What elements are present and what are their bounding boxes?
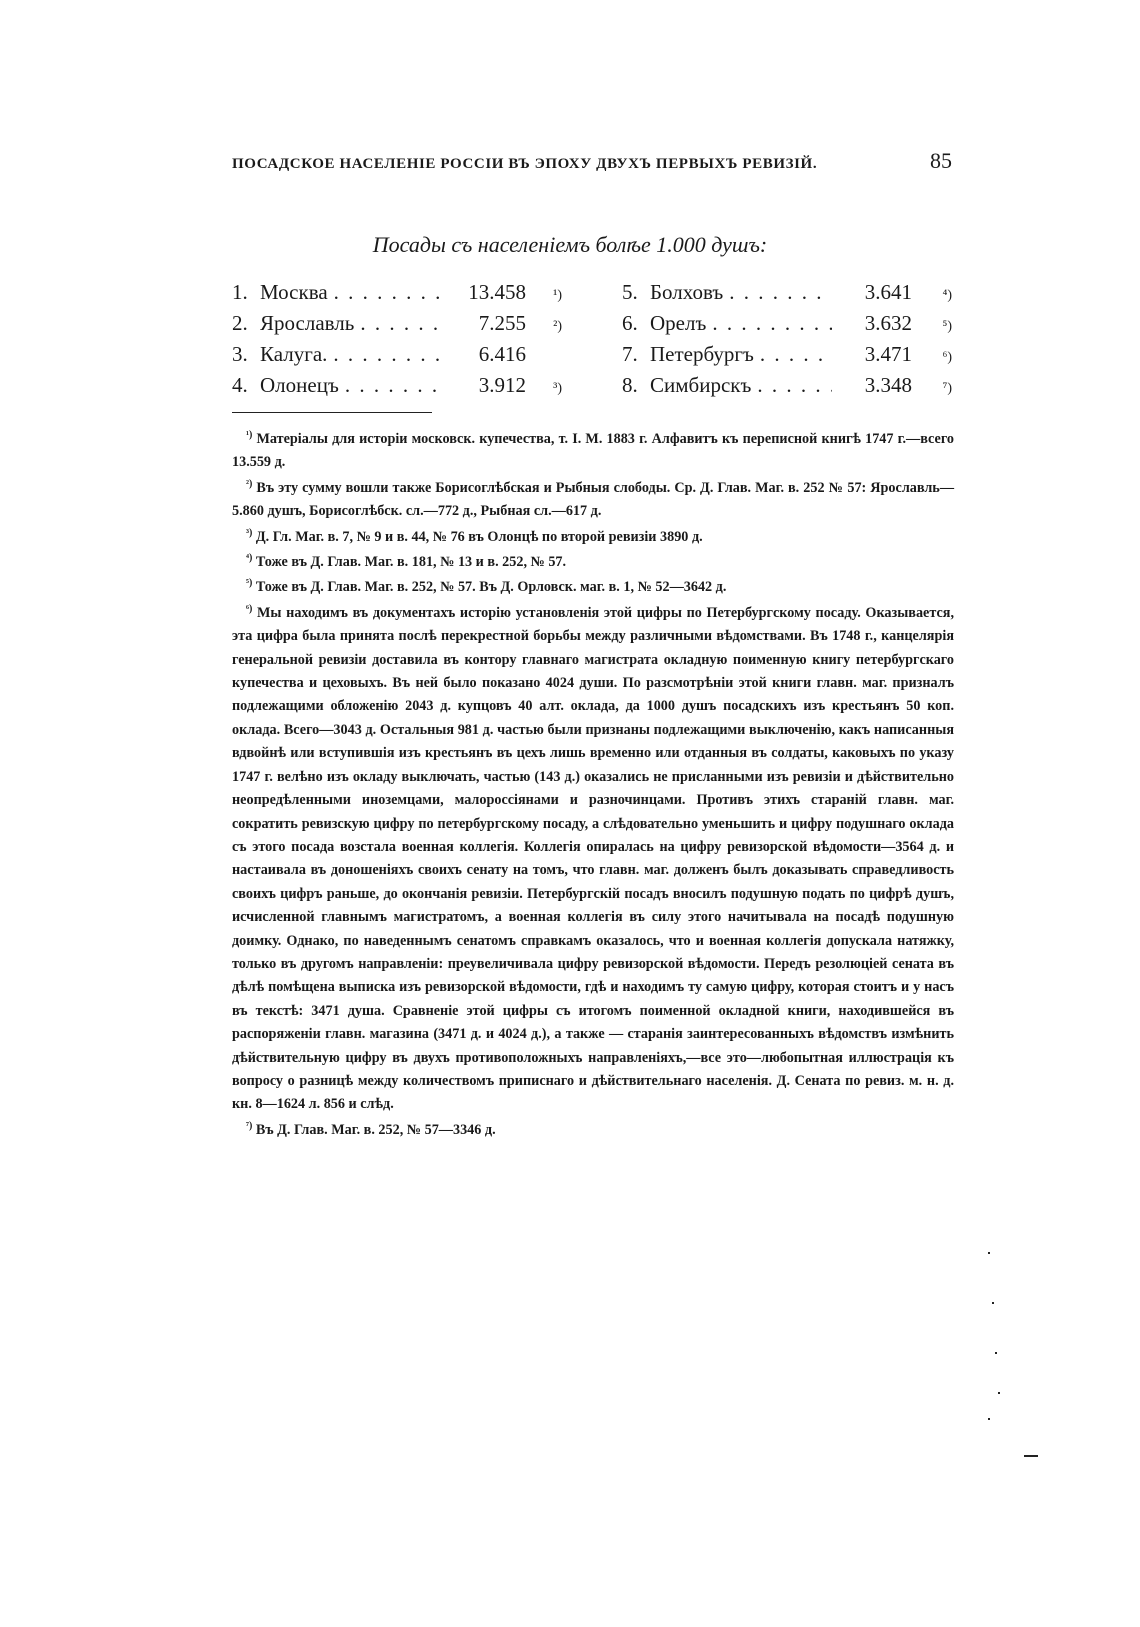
footnote xyxy=(232,1119,954,1142)
town-population: 3.348 xyxy=(864,373,912,397)
towns-list xyxy=(232,280,952,404)
section-subtitle: Посады съ населеніемъ болѣе 1.000 душъ: xyxy=(372,232,768,257)
town-number: 6. xyxy=(622,311,638,335)
town-footnote-ref: ¹) xyxy=(553,288,562,303)
footnote-mark: ⁶) xyxy=(246,603,253,615)
town-population: 13.458 xyxy=(468,280,526,304)
town-footnote-ref: ⁴) xyxy=(942,288,952,303)
footnotes xyxy=(232,428,954,1144)
leader-dots xyxy=(754,342,832,367)
town-number: 5. xyxy=(622,280,638,304)
footnote-mark: ³) xyxy=(246,526,253,538)
footnote xyxy=(232,551,954,574)
town-population: 3.632 xyxy=(864,311,912,335)
town-name: Калуга. xyxy=(260,342,328,366)
towns-column-left xyxy=(232,280,562,404)
leader-dots xyxy=(339,373,446,398)
town-footnote-ref: ³) xyxy=(553,381,562,396)
leader-dots xyxy=(354,311,446,336)
scan-speck xyxy=(995,1352,997,1354)
footnote-mark: ¹) xyxy=(246,429,253,441)
leader-dots xyxy=(751,373,832,398)
header-title: ПОСАДСКОЕ НАСЕЛЕНІЕ РОССІИ ВЪ ЭПОХУ ДВУХЪ ПЕРВЫХЪ РЕВИЗІЙ. xyxy=(232,156,818,172)
town-row xyxy=(622,342,952,373)
town-population: 3.471 xyxy=(864,342,912,366)
footnote-rule xyxy=(232,412,432,413)
scan-speck xyxy=(988,1252,990,1254)
footnote xyxy=(232,602,954,1117)
leader-dots xyxy=(723,280,832,305)
footnote-text: Въ Д. Глав. Маг. в. 252, № 57—3346 д. xyxy=(255,1121,496,1138)
town-name: Симбирскъ xyxy=(650,373,752,397)
town-name: Орелъ xyxy=(650,311,707,335)
leader-dots xyxy=(328,280,446,305)
town-number: 7. xyxy=(622,342,638,366)
town-number: 3. xyxy=(232,342,248,366)
footnote-text: Тоже въ Д. Глав. Маг. в. 252, № 57. Въ Д. Орловск. маг. в. 1, № 52—3642 д. xyxy=(255,579,727,596)
scan-speck xyxy=(988,1418,990,1420)
footnote-text: Мы находимъ въ документахъ исторію установленія этой цифры по Петербургскому посаду. Оказывается, эта цифра была принята послѣ перекрестной борьбы между различными вѣдомствами. Въ 1748 г., канцелярія генеральной ревизіи доставила въ контору главнаго магистрата окладную поименную книгу петербургскаго купечества и цеховыхъ. Въ ней было показано 4024 души. По разсмотрѣніи этой книги главн. маг. призналъ подлежащими обложенію 2043 д. купцовъ 40 алт. оклада, да 1000 душъ посадскихъ изъ крестьянъ 50 коп. оклада. Всего—3043 д. Остальныя 981 д. частью были признаны подлежащими выключенію, какъ написанныя вдвойнѣ или вступившія изъ крестьянъ въ цехъ лишь временно или отданныя въ солдаты, каковыхъ по указу 1747 г. велѣно изъ окладу выключать, частью (143 д.) оказались не присланными изъ ревизіи и дѣйствительно неопредѣленными иноземцами, малороссіянами и разночинцами. Противъ этихъ стараній главн. маг. сократить ревизскую цифру по петербургскому посаду, а слѣдовательно уменьшить и цифру подушнаго оклада съ этого посада возстала военная коллегія. Коллегія опиралась на цифру ревизорской вѣдомости—3564 д. и настаивала въ доношеніяхъ своихъ сенату на томъ, что главн. маг. долженъ былъ доказывать справедливость своихъ цифръ раньше, до окончанія ревизіи. Петербургскій посадъ вносилъ подушную подать по цифрѣ душъ, исчисленной главнымъ магистратомъ, а военная коллегія въ силу этого начитывала на посадѣ подушную доимку. Однако, по наведеннымъ сенатомъ справкамъ оказалось, что и военная коллегія допускала натяжку, только въ другомъ направленіи: преувеличивала цифру ревизорской вѣдомости. Передъ резолюціей сената въ дѣлѣ помѣщена выписка изъ ревизорской вѣдомости, гдѣ и находимъ ту самую цифру, которая стоитъ и у насъ въ текстѣ: 3471 душа. Сравненіе этой цифры съ итогомъ поименной окладной книги, находившейся въ распоряженіи главн. магазина (3471 д. и 4024 д.), а также — старанія заинтересованныхъ вѣдомствъ измѣнить дѣйствительную цифру въ двухъ противоположныхъ направленіяхъ,—все это—любопытная иллюстрація къ вопросу о разницѣ между количествомъ приписнаго и дѣйствительнаго населенія. Д. Сената по ревиз. м. н. д. кн. 8—1624 л. 856 и слѣд. xyxy=(232,604,955,1113)
town-name: Олонецъ xyxy=(260,373,339,397)
town-name: Петербургъ xyxy=(650,342,754,366)
footnote-mark: ⁷) xyxy=(246,1120,253,1132)
town-row xyxy=(622,311,952,342)
footnote xyxy=(232,428,954,475)
town-row xyxy=(232,373,562,404)
town-footnote-ref: ⁶) xyxy=(942,350,952,365)
town-row xyxy=(622,280,952,311)
footnote-text: Тоже въ Д. Глав. Маг. в. 181, № 13 и в. 252, № 57. xyxy=(255,554,567,571)
town-name: Ярославль xyxy=(260,311,355,335)
footnote-text: Въ эту сумму вошли также Борисоглѣбская и Рыбныя слободы. Ср. Д. Глав. Маг. в. 252 № 57: Ярославль—5.860 душъ, Борисоглѣбск. сл.—772 д., Рыбная сл.—617 д. xyxy=(232,479,955,520)
footnote xyxy=(232,576,954,599)
footnote-mark: ⁴) xyxy=(246,552,253,564)
town-row xyxy=(232,311,562,342)
towns-column-right xyxy=(622,280,952,404)
footnote-text: Матеріалы для исторіи московск. купечества, т. I. М. 1883 г. Алфавитъ къ переписной книгѣ 1747 г.—всего 13.559 д. xyxy=(232,431,955,471)
town-footnote-ref: ⁵) xyxy=(942,319,952,334)
town-population: 7.255 xyxy=(478,311,526,335)
leader-dots xyxy=(706,311,832,336)
footnote-mark: ⁵) xyxy=(246,577,253,589)
town-footnote-ref: ⁷) xyxy=(942,381,952,396)
scan-mark xyxy=(1024,1455,1038,1457)
town-row xyxy=(622,373,952,404)
footnote-mark: ²) xyxy=(246,478,253,490)
scan-speck xyxy=(992,1302,994,1304)
town-population: 3.641 xyxy=(864,280,912,304)
town-population: 3.912 xyxy=(478,373,526,397)
town-row xyxy=(232,280,562,311)
footnote xyxy=(232,526,954,549)
scan-speck xyxy=(998,1392,1000,1394)
leader-dots xyxy=(327,342,446,367)
town-row xyxy=(232,342,562,373)
running-header xyxy=(232,148,952,174)
footnote-text: Д. Гл. Маг. в. 7, № 9 и в. 44, № 76 въ Олонцѣ по второй ревизіи 3890 д. xyxy=(255,528,703,545)
town-name: Болховъ xyxy=(650,280,724,304)
page-number: 85 xyxy=(930,148,952,173)
town-footnote-ref: ²) xyxy=(553,319,562,334)
town-number: 8. xyxy=(622,373,638,397)
footnote xyxy=(232,477,954,524)
town-population: 6.416 xyxy=(478,342,526,366)
town-number: 4. xyxy=(232,373,248,397)
town-name: Москва xyxy=(260,280,328,304)
town-number: 2. xyxy=(232,311,248,335)
town-number: 1. xyxy=(232,280,248,304)
